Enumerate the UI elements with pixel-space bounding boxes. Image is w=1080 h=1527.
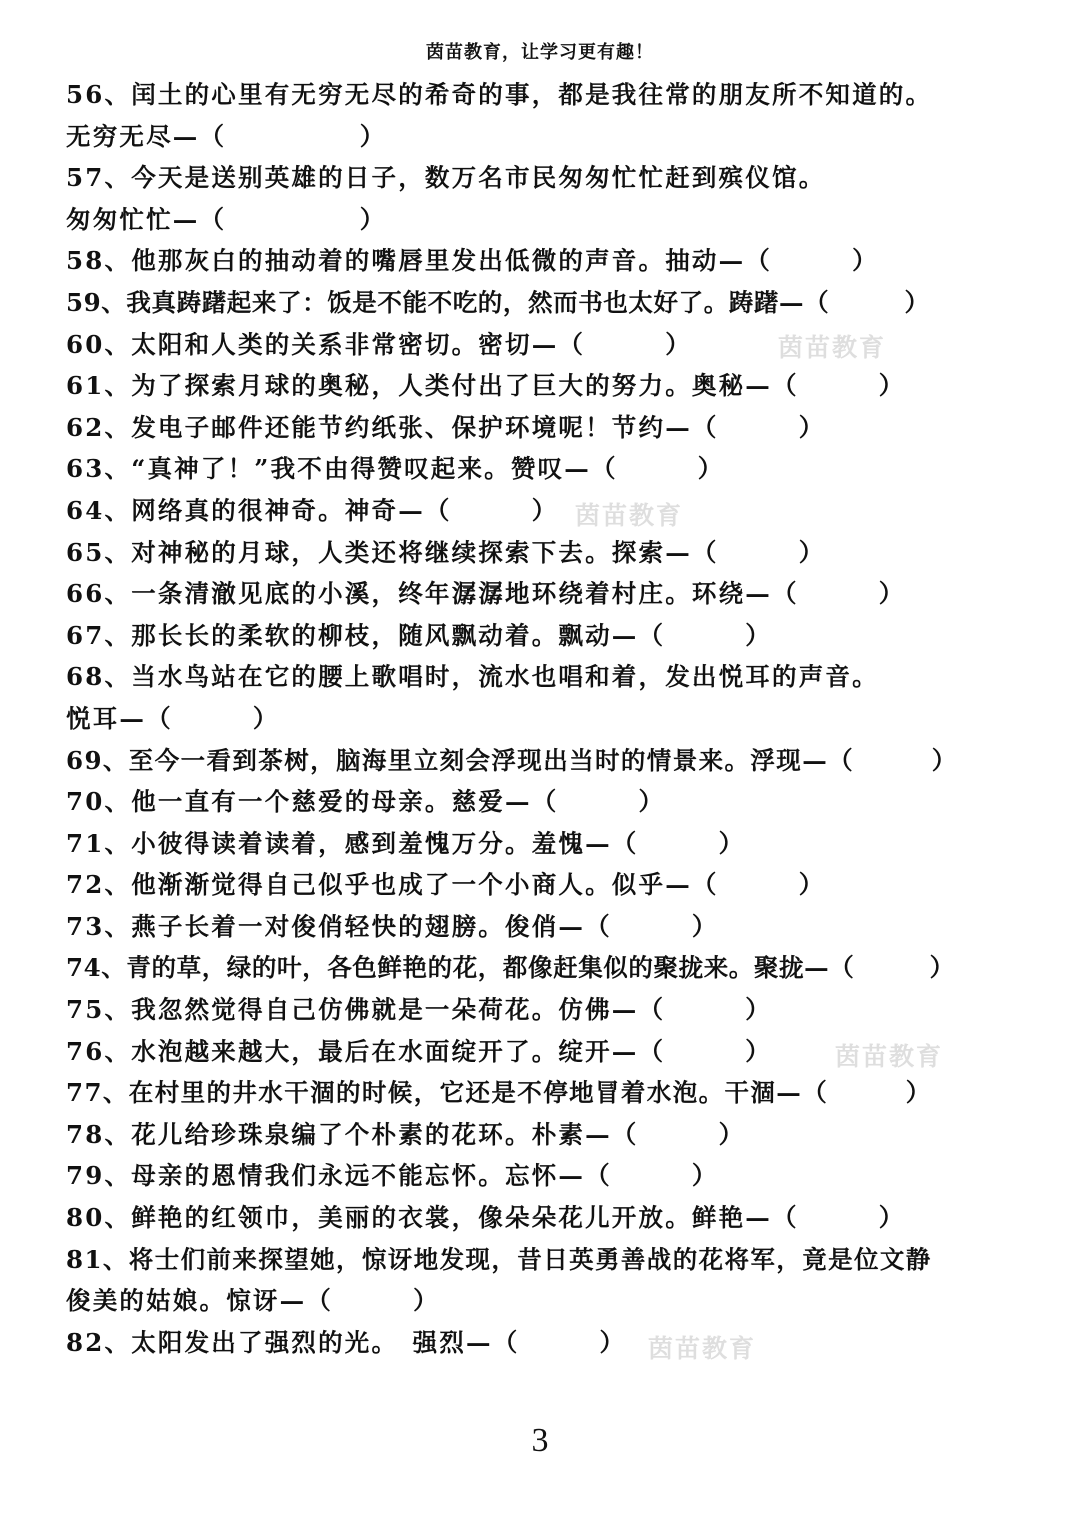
exercise-line: 67、那长长的柔软的柳枝，随风飘动着。飘动—（ ） [66, 620, 772, 650]
exercise-line: 82、太阳发出了强烈的光。 强烈—（ ） [66, 1327, 627, 1357]
exercise-line: 无穷无尽—（ ） [66, 121, 387, 151]
exercise-line: 悦耳—（ ） [66, 703, 280, 733]
page-number: 3 [531, 1422, 549, 1459]
exercise-line: 65、对神秘的月球，人类还将继续探索下去。探索—（ ） [66, 537, 826, 567]
exercise-line: 56、闰土的心里有无穷无尽的希奇的事，都是我往常的朋友所不知道的。 [66, 80, 933, 109]
watermark: 茵苗教育 [835, 1042, 944, 1071]
exercise-line: 匆匆忙忙—（ ） [66, 204, 387, 234]
exercise-line: 72、他渐渐觉得自己似乎也成了一个小商人。似乎—（ ） [66, 870, 826, 900]
exercise-line: 66、一条清澈见底的小溪，终年潺潺地环绕着村庄。环绕—（ ） [66, 579, 906, 609]
exercise-line: 80、鲜艳的红领巾，美丽的衣裳，像朵朵花儿开放。鲜艳—（ ） [66, 1203, 906, 1233]
exercise-line: 71、小彼得读着读着，感到羞愧万分。羞愧—（ ） [66, 828, 746, 858]
exercise-line: 76、水泡越来越大，最后在水面绽开了。绽开—（ ） [66, 1036, 772, 1066]
watermark: 茵苗教育 [648, 1334, 757, 1363]
exercise-line: 70、他一直有一个慈爱的母亲。慈爱—（ ） [66, 787, 666, 817]
exercise-line: 69、至今一看到茶树，脑海里立刻会浮现出当时的情景来。浮现—（ ） [66, 745, 958, 775]
exercise-line: 59、我真踌躇起来了：饭是不能不吃的，然而书也太好了。踌躇—（ ） [66, 287, 930, 317]
exercise-line: 60、太阳和人类的关系非常密切。密切—（ ） [66, 329, 692, 359]
exercise-line: 79、母亲的恩情我们永远不能忘怀。忘怀—（ ） [66, 1161, 719, 1191]
exercise-line: 81、将士们前来探望她，惊讶地发现，昔日英勇善战的花将军，竟是位文静 [66, 1244, 932, 1274]
exercise-line: 63、“真神了！”我不由得赞叹起来。赞叹—（ ） [66, 454, 725, 484]
exercise-line: 64、网络真的很神奇。神奇—（ ） [66, 495, 559, 525]
exercise-line: 俊美的姑娘。惊讶—（ ） [66, 1286, 440, 1316]
exercise-line: 74、青的草，绿的叶，各色鲜艳的花，都像赶集似的聚拢来。聚拢—（ ） [66, 953, 955, 983]
watermark: 茵苗教育 [575, 501, 684, 530]
exercise-line: 77、在村里的井水干涸的时候，它还是不停地冒着水泡。干涸—（ ） [66, 1078, 932, 1108]
page-header: 茵苗教育，让学习更有趣！ [426, 42, 654, 63]
exercise-line: 58、他那灰白的抽动着的嘴唇里发出低微的声音。抽动—（ ） [66, 246, 879, 276]
exercise-line: 68、当水鸟站在它的腰上歌唱时，流水也唱和着，发出悦耳的声音。 [66, 662, 879, 692]
exercise-line: 61、为了探索月球的奥秘，人类付出了巨大的努力。奥秘—（ ） [66, 371, 906, 401]
exercise-line: 75、我忽然觉得自己仿佛就是一朵荷花。仿佛—（ ） [66, 995, 772, 1025]
exercise-list [66, 74, 1026, 1363]
exercise-line: 62、发电子邮件还能节约纸张、保护环境呢！节约—（ ） [66, 412, 826, 442]
watermark: 茵苗教育 [778, 333, 887, 362]
exercise-line: 57、今天是送别英雄的日子，数万名市民匆匆忙忙赶到殡仪馆。 [66, 163, 826, 193]
exercise-line: 73、燕子长着一对俊俏轻快的翅膀。俊俏—（ ） [66, 911, 719, 941]
exercise-line: 78、花儿给珍珠泉编了个朴素的花环。朴素—（ ） [66, 1119, 746, 1149]
